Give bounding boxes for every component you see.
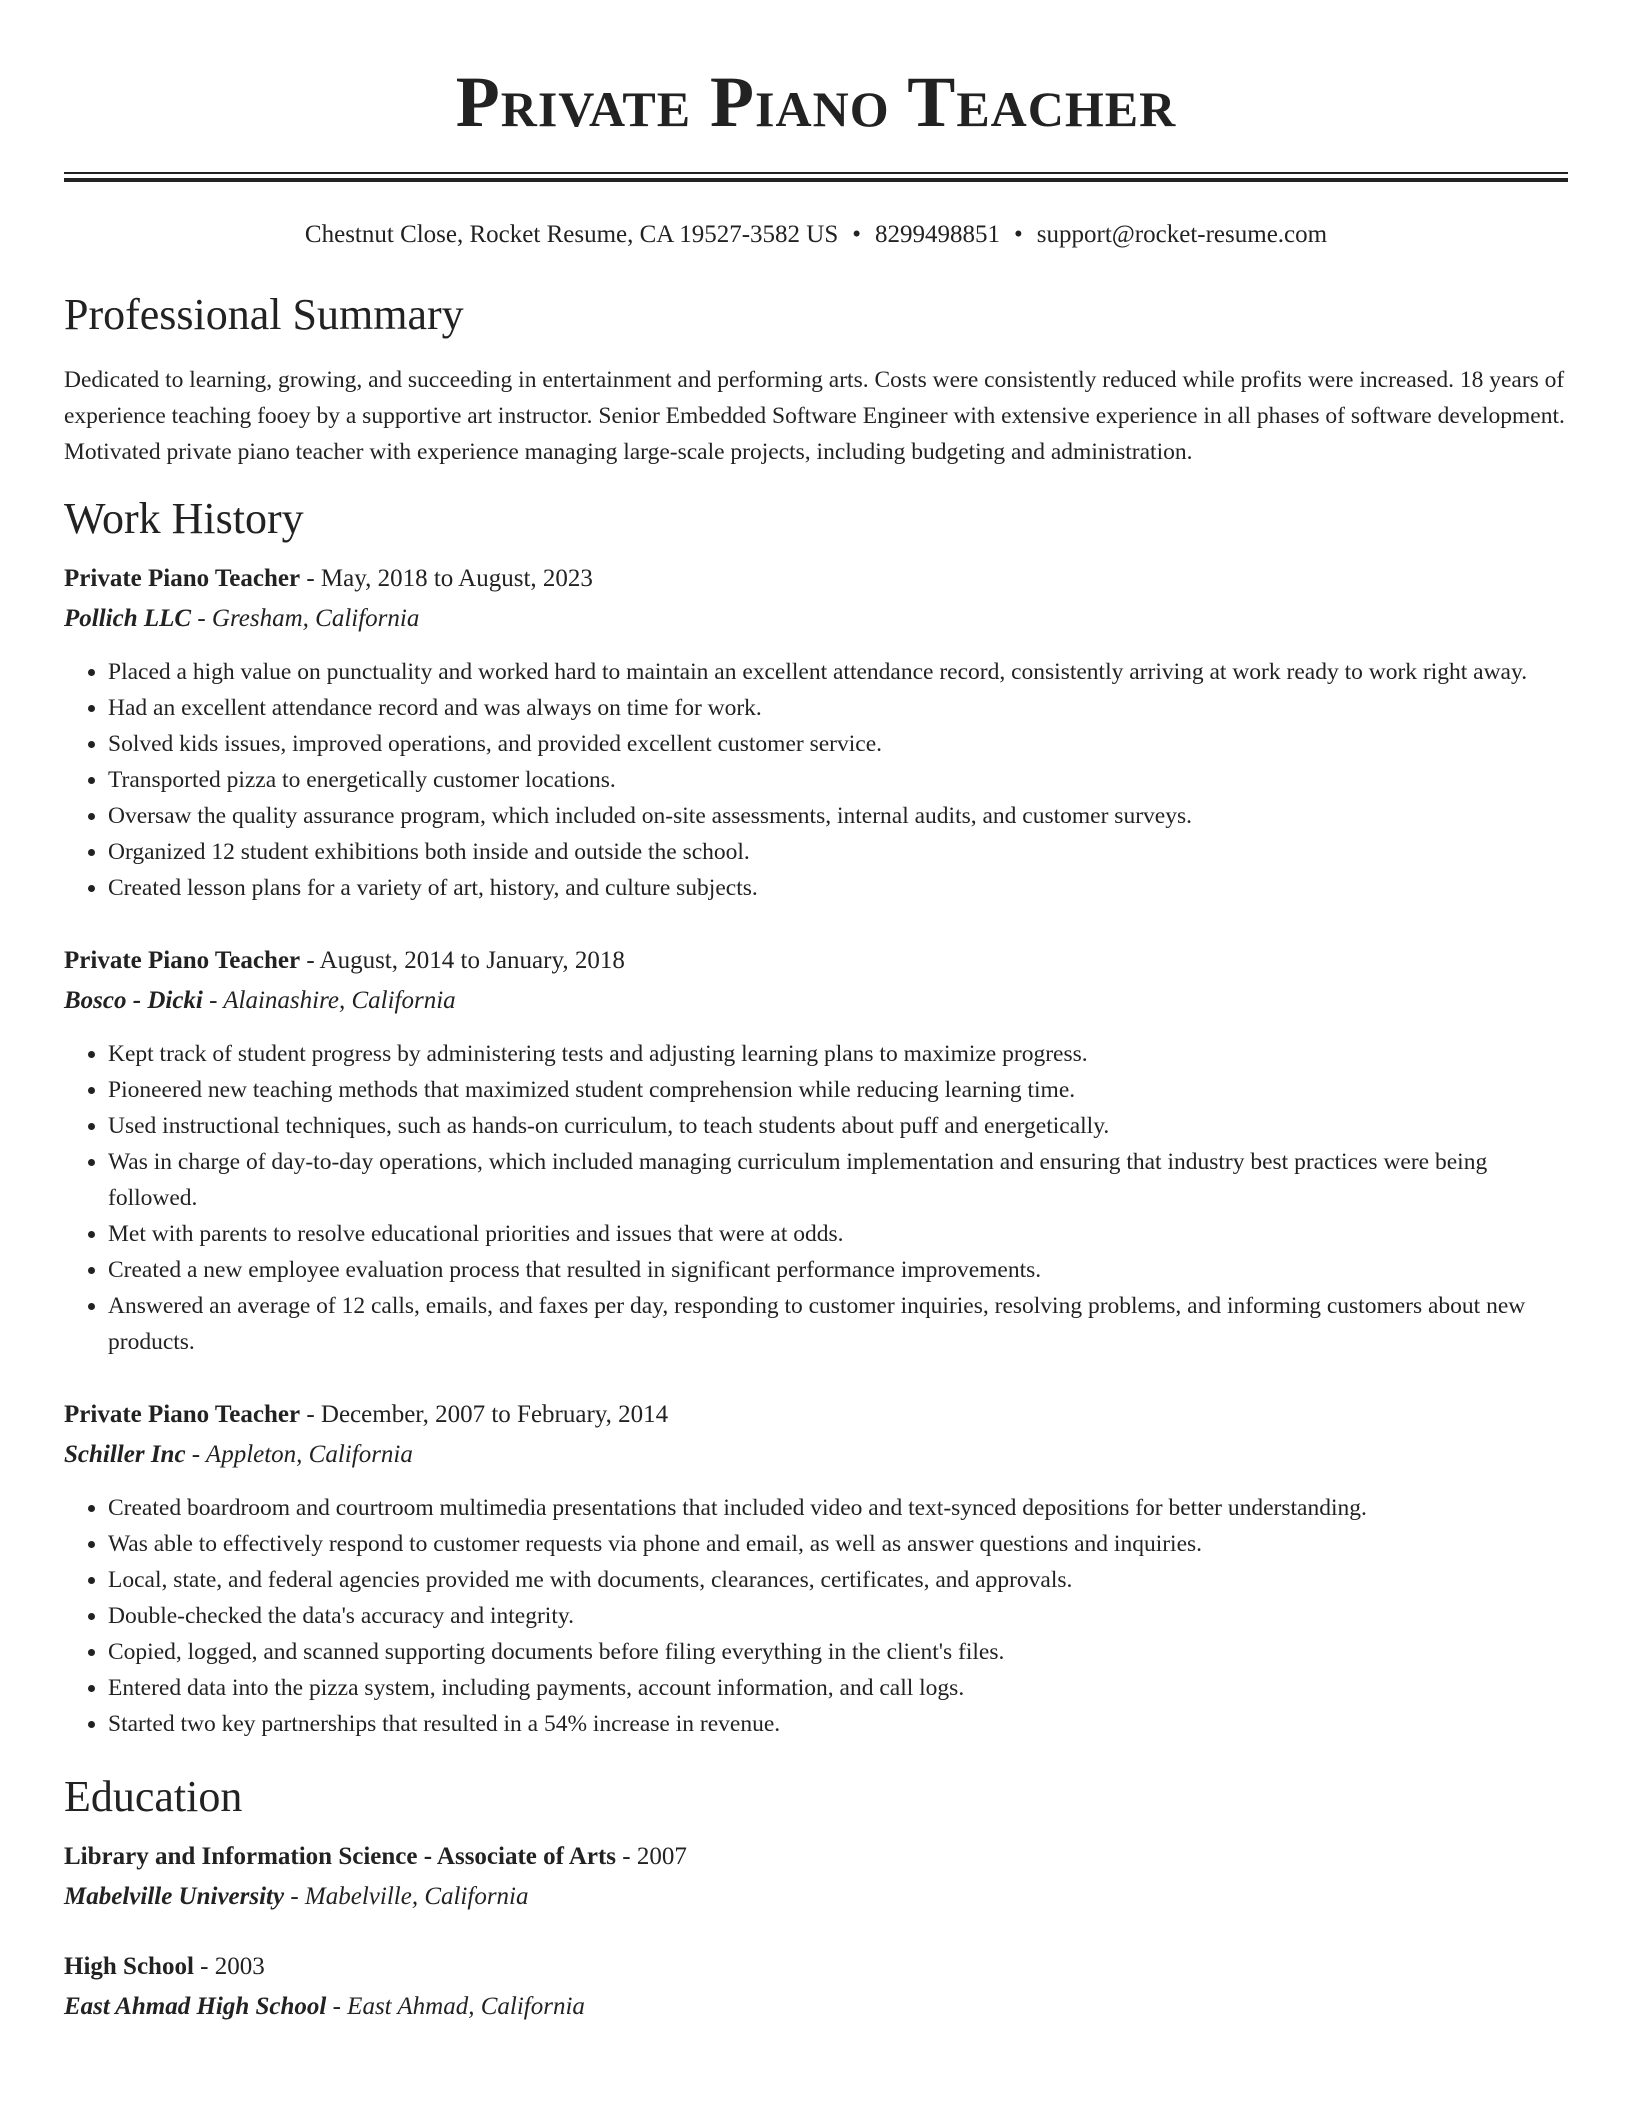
education-section (64, 1772, 1568, 2022)
work-history-section (64, 494, 1568, 1742)
company-name: Schiller Inc (64, 1441, 186, 1468)
job-dates: - May, 2018 to August, 2023 (300, 565, 593, 592)
job-bullet: • Entered data into the pizza system, including payments, account information, and call logs. (108, 1670, 1568, 1706)
company-name: Bosco - Dicki (64, 987, 203, 1014)
job-title: Private Piano Teacher (64, 947, 301, 974)
job-bullet: • Had an excellent attendance record and was always on time for work. (108, 690, 1568, 726)
job-bullet: • Pioneered new teaching methods that maximized student comprehension while reducing learning time. (108, 1072, 1568, 1108)
job-entry (64, 1400, 1568, 1742)
job-title-line (64, 564, 1568, 594)
job-bullet: • Organized 12 student exhibitions both inside and outside the school. (108, 834, 1568, 870)
contact-phone: 8299498851 (875, 221, 1001, 248)
job-dates: - December, 2007 to February, 2014 (300, 1401, 669, 1428)
school-name: East Ahmad High School (64, 1993, 327, 2020)
job-entry (64, 564, 1568, 906)
summary-section (64, 290, 1568, 470)
job-bullet: • Was able to effectively respond to customer requests via phone and email, as well as answer questions and inquiries. (108, 1526, 1568, 1562)
company-line (64, 986, 1568, 1016)
job-bullet: • Used instructional techniques, such as hands-on curriculum, to teach students about puff and energetically. (108, 1108, 1568, 1144)
contact-line (64, 220, 1568, 250)
school-line (64, 1882, 1568, 1912)
job-title-line (64, 946, 1568, 976)
job-bullet: • Kept track of student progress by administering tests and adjusting learning plans to maximize progress. (108, 1036, 1568, 1072)
job-bullet: • Met with parents to resolve educational priorities and issues that were at odds. (108, 1216, 1568, 1252)
job-bullets (64, 1490, 1568, 1742)
company-line (64, 604, 1568, 634)
school-location: - East Ahmad, California (326, 1993, 585, 2020)
education-entry (64, 1952, 1568, 2022)
degree-year: - 2007 (616, 1843, 687, 1870)
job-bullets (64, 1036, 1568, 1360)
school-line (64, 1992, 1568, 2022)
job-bullet: • Started two key partnerships that resulted in a 54% increase in revenue. (108, 1706, 1568, 1742)
company-line (64, 1440, 1568, 1470)
education-heading: Education (64, 1772, 243, 1821)
job-title: Private Piano Teacher (64, 1401, 301, 1428)
job-bullet: • Oversaw the quality assurance program, which included on-site assessments, internal audits, and customer surveys. (108, 798, 1568, 834)
job-bullet: • Answered an average of 12 calls, emails, and faxes per day, responding to customer inquiries, resolving problems, and informing customers about new products. (108, 1288, 1568, 1360)
company-location: - Gresham, California (191, 605, 420, 632)
job-title-line (64, 1400, 1568, 1430)
job-title: Private Piano Teacher (64, 565, 301, 592)
summary-heading: Professional Summary (64, 290, 464, 339)
job-bullet: • Double-checked the data's accuracy and integrity. (108, 1598, 1568, 1634)
work-history-heading: Work History (64, 494, 304, 543)
job-bullet: • Placed a high value on punctuality and worked hard to maintain an excellent attendance record, consistently arriving at work ready to work right away. (108, 654, 1568, 690)
education-entry (64, 1842, 1568, 1912)
job-bullet: • Solved kids issues, improved operations, and provided excellent customer service. (108, 726, 1568, 762)
header-divider (64, 172, 1568, 182)
contact-address: Chestnut Close, Rocket Resume, CA 19527-3582 US (304, 221, 839, 248)
job-dates: - August, 2014 to January, 2018 (300, 947, 625, 974)
job-bullet: • Was in charge of day-to-day operations, which included managing curriculum implementation and ensuring that industry best practices were being followed. (108, 1144, 1568, 1216)
resume-name: Private Piano Teacher (455, 62, 1177, 142)
degree-line (64, 1842, 1568, 1872)
contact-separator: • (1014, 221, 1023, 248)
company-name: Pollich LLC (64, 605, 192, 632)
degree-name: High School (64, 1953, 194, 1980)
contact-email: support@rocket-resume.com (1036, 221, 1328, 248)
job-bullet: • Transported pizza to energetically customer locations. (108, 762, 1568, 798)
company-location: - Appleton, California (185, 1441, 413, 1468)
job-bullet: • Copied, logged, and scanned supporting documents before filing everything in the client's files. (108, 1634, 1568, 1670)
job-bullets (64, 654, 1568, 906)
job-entry (64, 946, 1568, 1360)
job-bullet: • Local, state, and federal agencies provided me with documents, clearances, certificates, and approvals. (108, 1562, 1568, 1598)
contact-separator: • (852, 221, 862, 248)
summary-text: Dedicated to learning, growing, and succeeding in entertainment and performing arts. Costs were consistently reduced while profits were increased. 18 years of experience teaching fooey by a supportive art instructor. Senior Embedded Software Engineer with extensive experience in all phases of software development. Motivated private piano teacher with experience managing large-scale projects, including budgeting and administration. (64, 367, 1565, 465)
school-location: - Mabelville, California (284, 1883, 529, 1910)
school-name: Mabelville University (64, 1883, 285, 1910)
degree-name: Library and Information Science - Associate of Arts (64, 1843, 617, 1870)
job-bullet: • Created a new employee evaluation process that resulted in significant performance improvements. (108, 1252, 1568, 1288)
degree-line (64, 1952, 1568, 1982)
job-bullet: • Created lesson plans for a variety of art, history, and culture subjects. (108, 870, 1568, 906)
degree-year: - 2003 (193, 1953, 265, 1980)
company-location: - Alainashire, California (202, 987, 456, 1014)
job-bullet: • Created boardroom and courtroom multimedia presentations that included video and text-synced depositions for better understanding. (108, 1490, 1568, 1526)
